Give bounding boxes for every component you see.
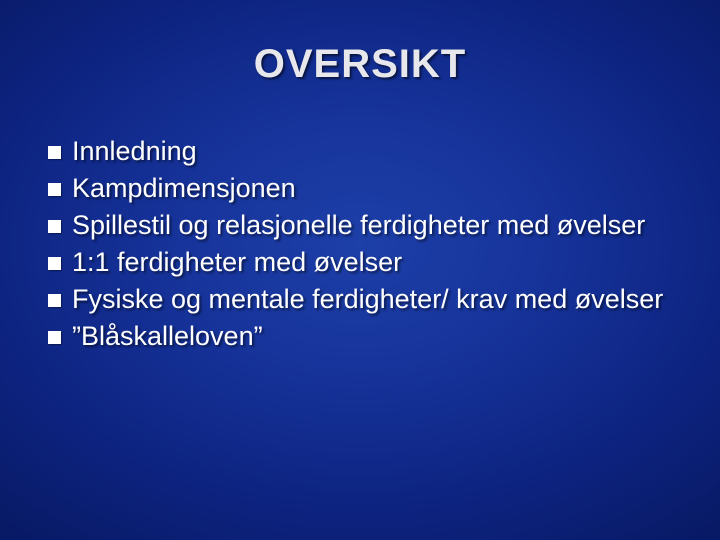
- bullet-item-fysiske-mentale: [46, 281, 686, 318]
- bullet-text: Spillestil og relasjonelle ferdigheter med øvelser: [72, 210, 646, 240]
- square-bullet-icon: [48, 220, 61, 233]
- square-bullet-icon: [48, 331, 61, 344]
- square-bullet-icon: [48, 183, 61, 196]
- bullet-item-1-1-ferdigheter: [46, 244, 686, 281]
- bullet-text: Fysiske og mentale ferdigheter/ krav med øvelser: [72, 284, 664, 314]
- bullet-text: 1:1 ferdigheter med øvelser: [72, 247, 403, 277]
- bullet-item-kampdimensjonen: [46, 170, 686, 207]
- square-bullet-icon: [48, 146, 61, 159]
- bullet-item-innledning: [46, 133, 686, 170]
- bullet-text: ”Blåskalleloven”: [72, 321, 263, 351]
- bullet-text: Kampdimensjonen: [72, 173, 296, 203]
- bullet-item-spillestil: [46, 207, 686, 244]
- square-bullet-icon: [48, 257, 61, 270]
- bullet-text: Innledning: [72, 136, 197, 166]
- bullet-list: [46, 133, 686, 355]
- square-bullet-icon: [48, 294, 61, 307]
- bullet-item-blaskalleloven: [46, 318, 686, 355]
- slide-title: OVERSIKT: [253, 42, 467, 86]
